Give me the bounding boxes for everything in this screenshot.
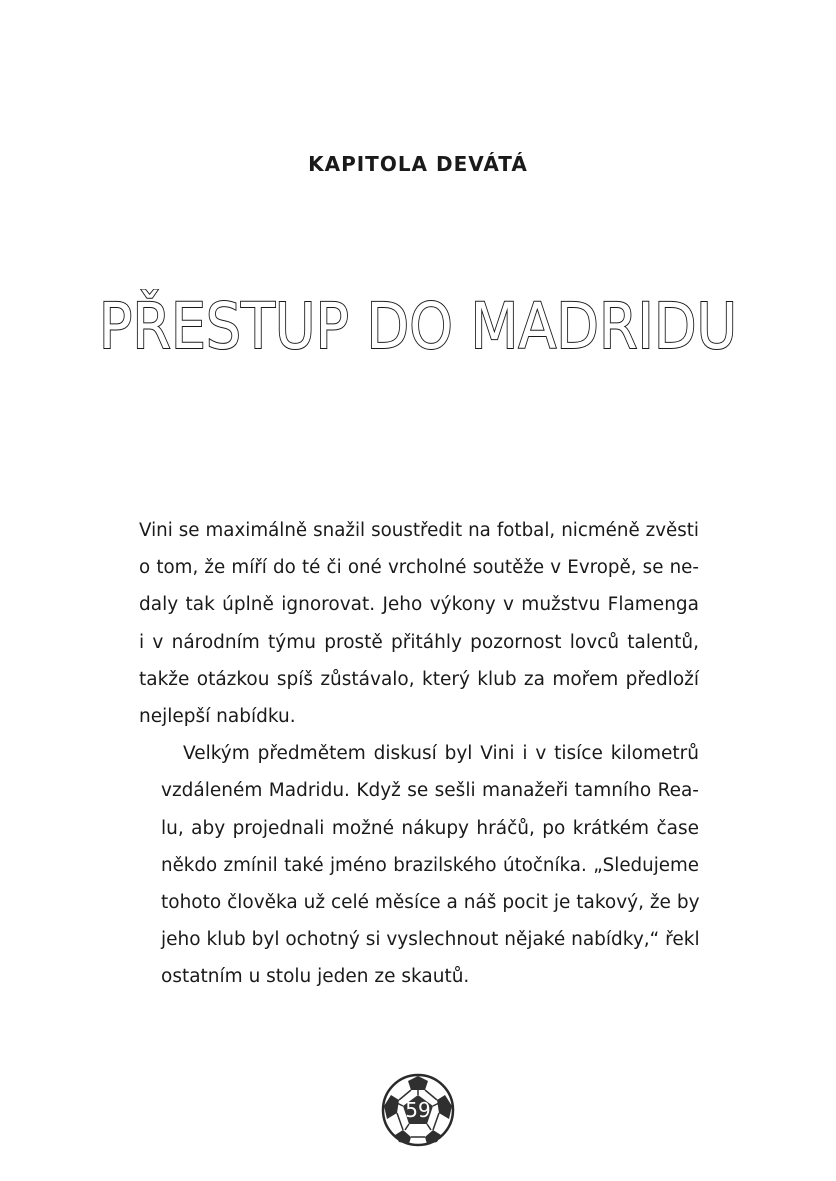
text-line: ostatním u stolu jeden ze skautů. — [161, 966, 470, 988]
text-line: nejlepší nabídku. — [139, 706, 296, 728]
paragraph-1 — [139, 512, 699, 735]
text-line: i v národním týmu prostě přitáhly pozornost lovců talentů, — [139, 631, 699, 653]
body-text — [139, 512, 699, 996]
text-line: o tom, že míří do té či oné vrcholné soutěže v Evropě, se ne- — [139, 557, 699, 579]
text-line: Velkým předmětem diskusí byl Vini i v tisíce kilometrů — [183, 743, 699, 765]
paragraph-2 — [139, 735, 699, 995]
text-line: tohoto člověka už celé měsíce a náš pocit je takový, že by — [161, 892, 700, 914]
chapter-label: KAPITOLA DEVÁTÁ — [308, 152, 528, 176]
text-line: takže otázkou spíš zůstávalo, který klub za mořem předloží — [139, 668, 699, 690]
page-number: 59 — [405, 1098, 431, 1122]
text-line: lu, aby projednali možné nákupy hráčů, po krátkém čase — [161, 817, 699, 839]
text-line: někdo zmínil také jméno brazilského útočníka. „Sledujeme — [161, 854, 699, 876]
text-line: jeho klub byl ochotný si vyslechnout nějaké nabídky,“ řekl — [161, 929, 700, 951]
text-line: Vini se maximálně snažil soustředit na fotbal, nicméně zvěsti — [139, 520, 699, 541]
text-line: vzdáleném Madridu. Když se sešli manažeři tamního Rea- — [161, 780, 699, 802]
text-line: daly tak úplně ignorovat. Jeho výkony v mužstvu Flamenga — [139, 594, 699, 616]
chapter-title: PŘESTUP DO MADRIDU — [98, 290, 738, 363]
